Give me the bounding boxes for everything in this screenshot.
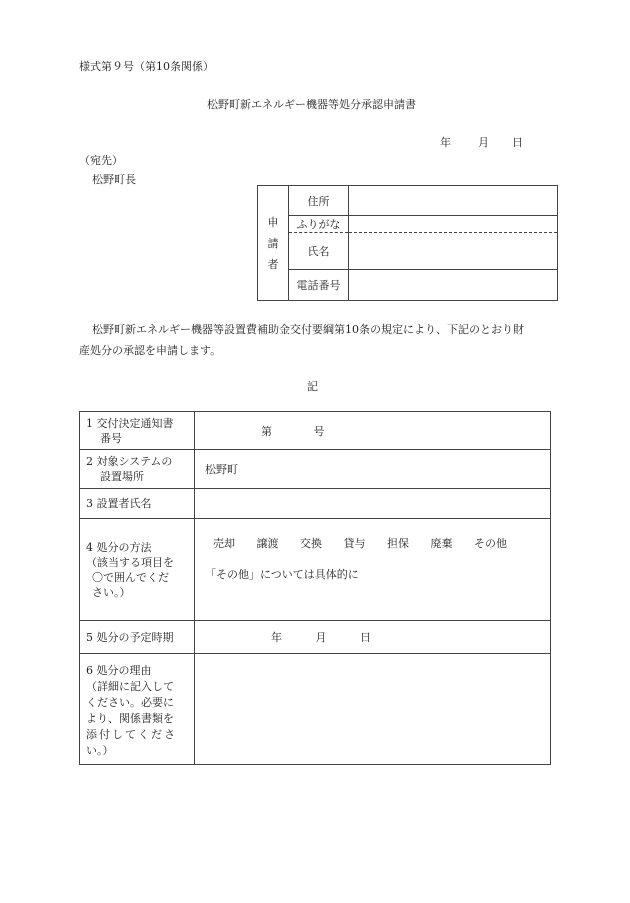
- phone-label: 電話番号: [289, 270, 349, 301]
- option-exchange[interactable]: 交換: [300, 537, 322, 550]
- option-other[interactable]: その他: [474, 537, 507, 550]
- option-sale[interactable]: 売却: [213, 537, 235, 550]
- item1-value[interactable]: 第 号: [195, 412, 551, 450]
- document-title: 松野町新エネルギー機器等処分承認申請書: [207, 98, 416, 111]
- item5-value[interactable]: 年 月 日: [195, 621, 551, 654]
- item1-row: [80, 412, 551, 450]
- name-label: 氏名: [289, 233, 349, 270]
- address-field[interactable]: [349, 186, 558, 216]
- addressee-name: 松野町長: [92, 173, 136, 186]
- applicant-table: [257, 185, 558, 301]
- item4-row: [80, 519, 551, 621]
- date-year: 年: [440, 136, 451, 149]
- address-label: 住所: [289, 186, 349, 216]
- disposal-options: [213, 535, 549, 551]
- item6-value[interactable]: [195, 654, 551, 765]
- item2-value[interactable]: 松野町: [195, 450, 551, 489]
- phone-field[interactable]: [349, 270, 558, 301]
- addressee-label: （宛先）: [79, 154, 123, 167]
- item6-row: [80, 654, 551, 765]
- other-note: 「その他」については具体的に: [205, 568, 359, 581]
- body-text-line2: 産処分の承認を申請します。: [79, 344, 222, 357]
- option-transfer[interactable]: 譲渡: [256, 537, 279, 550]
- item5-row: [80, 621, 551, 654]
- option-dispose[interactable]: 廃棄: [430, 537, 453, 550]
- name-field[interactable]: [349, 233, 558, 270]
- details-table: [79, 411, 551, 765]
- body-text-line1: 松野町新エネルギー機器等設置費補助金交付要綱第10条の規定により、下記のとおり財: [92, 323, 524, 336]
- item5-label: 5 処分の予定時期: [80, 621, 195, 654]
- furigana-field[interactable]: [349, 216, 558, 233]
- item2-label: 2 対象システムの 設置場所: [80, 450, 195, 489]
- item6-label: 6 処分の理由 （詳細に記入して ください。必要に より、関係書類を 添付してくださ い。）: [80, 654, 195, 765]
- item4-label: 4 処分の方法 （該当する項目を 〇で囲んでくだ さい。）: [80, 519, 195, 621]
- item4-value: [195, 519, 551, 621]
- item3-row: [80, 489, 551, 519]
- date-day: 日: [512, 136, 523, 149]
- date-month: 月: [478, 136, 489, 149]
- item3-value[interactable]: [195, 489, 551, 519]
- item3-label: 3 設置者氏名: [80, 489, 195, 519]
- item1-label: 1 交付決定通知書 番号: [80, 412, 195, 450]
- applicant-group-label: 申 請 者: [258, 186, 289, 301]
- furigana-label: ふりがな: [289, 216, 349, 233]
- item2-row: [80, 450, 551, 489]
- option-collateral[interactable]: 担保: [387, 537, 409, 550]
- ki-heading: 記: [307, 380, 318, 393]
- option-lend[interactable]: 貸与: [343, 537, 366, 550]
- form-number: 様式第９号（第10条関係）: [79, 60, 214, 73]
